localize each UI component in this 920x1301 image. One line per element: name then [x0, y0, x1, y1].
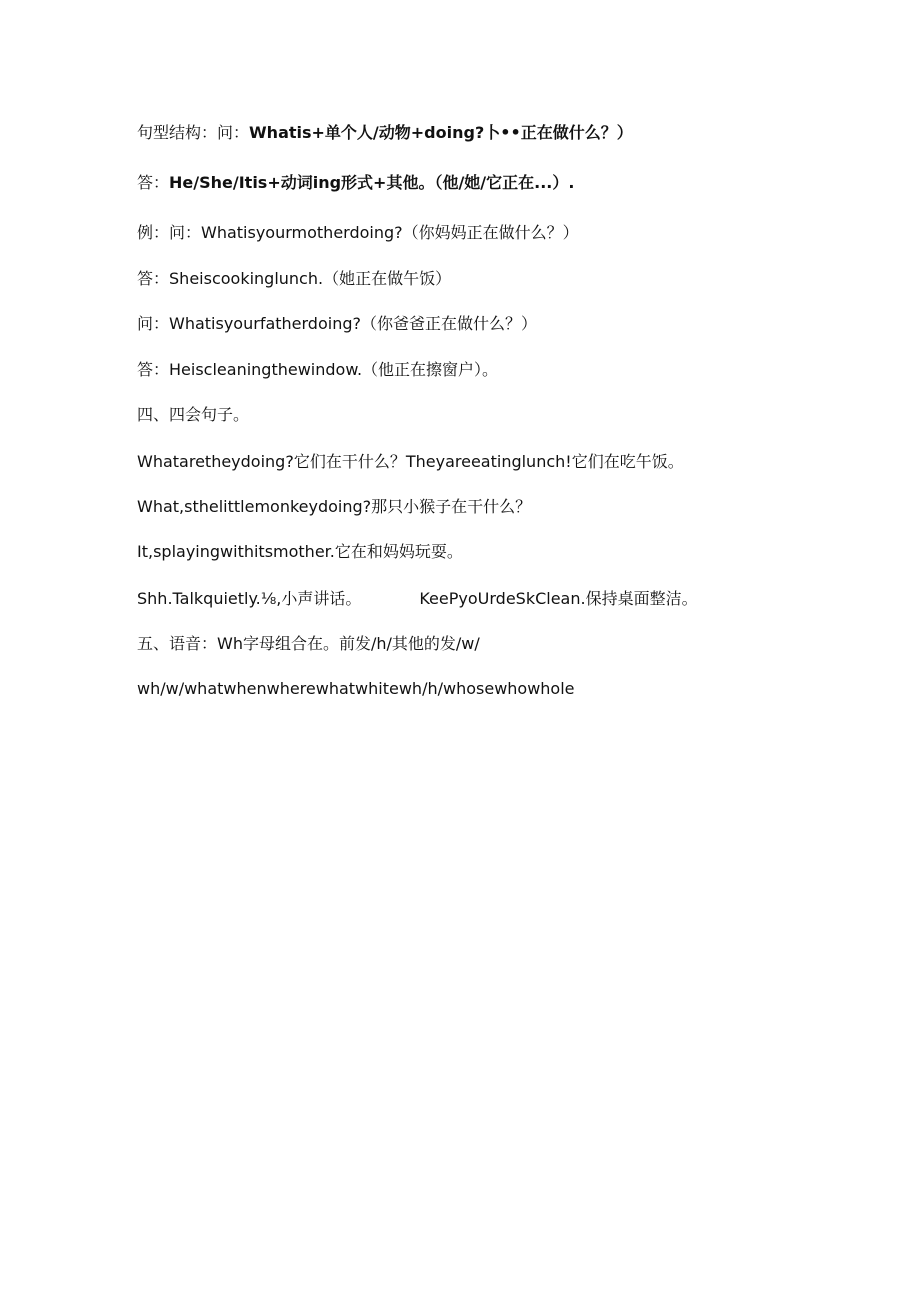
- example-question-cn: （你妈妈正在做什么？）: [402, 223, 579, 242]
- sentence-cn: 它们在干什么？: [293, 452, 406, 471]
- four-skill-sentence-2: [137, 496, 531, 518]
- answer-label: 答：: [137, 173, 170, 192]
- section-5-phonics: [137, 633, 480, 655]
- example-answer-en: Sheiscookinglunch.: [169, 269, 324, 288]
- section-4-heading: 四、四会句子。: [137, 405, 250, 424]
- example-answer-cn: （他正在擦窗户）。: [362, 360, 499, 379]
- example-question-2: [137, 313, 537, 335]
- example-question-1: [137, 222, 579, 244]
- sentence-en: KeePyoUrdeSkClean.: [419, 589, 586, 608]
- four-skill-sentence-3: [137, 541, 463, 563]
- sentence-en: What,sthelittlemonkeydoing?: [137, 497, 372, 516]
- example-question-en: Whatisyourmotherdoing?: [201, 223, 403, 242]
- question-label: 问：: [137, 314, 170, 333]
- question-label: 问：: [217, 123, 250, 142]
- answer-label: 答：: [137, 269, 170, 288]
- example-answer-cn: （她正在做午饭）: [323, 269, 452, 288]
- sentence-cn: 它们在吃午饭。: [571, 452, 684, 471]
- sentence-cn: 保持桌面整洁。: [585, 589, 698, 608]
- section-5-label: 五、语音：: [137, 634, 218, 653]
- sentence-en: It,splayingwithitsmother.: [137, 542, 335, 561]
- answer-label: 答：: [137, 360, 170, 379]
- example-answer-en: Heiscleaningthewindow.: [169, 360, 363, 379]
- structure-label: 句型结构：: [137, 123, 218, 142]
- example-question-en: Whatisyourfatherdoing?: [169, 314, 361, 333]
- sentence-cn: 那只小猴子在干什么？: [371, 497, 532, 516]
- phonics-word-list: wh/w/whatwhenwherewhatwhitewh/h/whosewhowhole: [137, 679, 575, 698]
- four-skill-sentence-4: [137, 588, 698, 610]
- sentence-en: Whataretheydoing?: [137, 452, 294, 471]
- section-5-text: Wh字母组合在。前发/h/其他的发/w/: [217, 634, 480, 653]
- question-pattern: Whatis+单个人/动物+doing?卜••正在做什么？）: [249, 123, 633, 142]
- answer-pattern: He/She/Itis+动词ing形式+其他。（他/她/它正在...）.: [169, 173, 575, 192]
- sentence-cn: 它在和妈妈玩耍。: [334, 542, 463, 561]
- answer-pattern-line: [137, 172, 574, 194]
- sentence-cn: 小声讲话。: [281, 589, 362, 608]
- sentence-en: Shh.Talkquietly.⅛,: [137, 589, 282, 608]
- example-question-cn: （你爸爸正在做什么？）: [360, 314, 537, 333]
- example-answer-2: [137, 359, 498, 381]
- sentence-structure-line: [137, 122, 633, 144]
- example-answer-1: [137, 268, 451, 290]
- example-label: 例：问：: [137, 223, 202, 242]
- sentence-en: Theyareeatinglunch!: [405, 452, 572, 471]
- four-skill-sentence-1: [137, 451, 684, 473]
